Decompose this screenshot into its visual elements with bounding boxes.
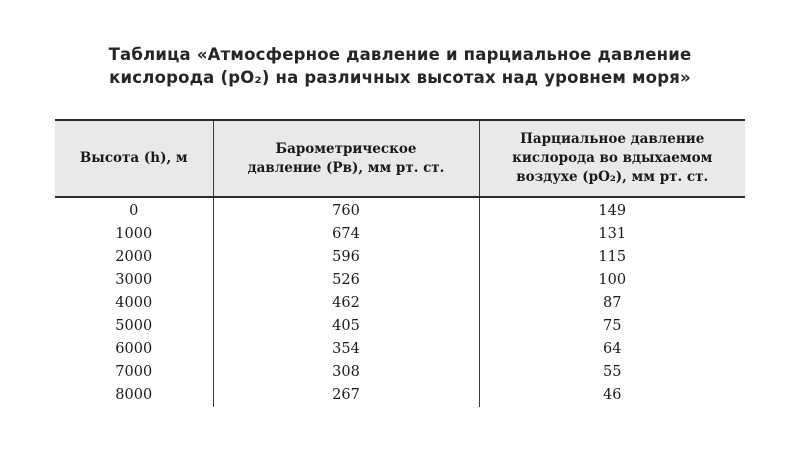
table-row — [55, 292, 745, 315]
cell-barometric-pressure: 267 — [213, 384, 479, 407]
cell-barometric-pressure: 354 — [213, 338, 479, 361]
cell-oxygen-partial-pressure: 55 — [479, 361, 745, 384]
cell-altitude: 5000 — [115, 318, 153, 334]
table-row — [55, 338, 745, 361]
cell-barometric-pressure: 674 — [213, 223, 479, 246]
cell-barometric-pressure: 596 — [213, 246, 479, 269]
table-row — [55, 315, 745, 338]
cell-oxygen-partial-pressure: 115 — [479, 246, 745, 269]
cell-oxygen-partial-pressure: 87 — [479, 292, 745, 315]
cell-altitude: 7000 — [115, 364, 153, 380]
table-header — [55, 120, 745, 197]
cell-altitude: 1000 — [115, 226, 153, 242]
cell-altitude: 8000 — [115, 387, 153, 403]
header-line: кислорода во вдыхаемом — [512, 150, 713, 166]
table-body — [55, 197, 745, 407]
cell-altitude: 2000 — [115, 249, 153, 265]
cell-altitude: 6000 — [115, 341, 153, 357]
cell-altitude: 4000 — [115, 295, 153, 311]
header-line: Высота (h), м — [79, 150, 188, 166]
cell-oxygen-partial-pressure: 46 — [479, 384, 745, 407]
cell-altitude: 3000 — [115, 272, 153, 288]
cell-oxygen-partial-pressure: 100 — [479, 269, 745, 292]
header-barometric-pressure — [213, 120, 479, 197]
table-row — [55, 246, 745, 269]
altitude-pressure-table — [55, 119, 745, 407]
title-line-2: кислорода (рО₂) на различных высотах над уровнем моря» — [109, 68, 691, 87]
cell-oxygen-partial-pressure: 149 — [479, 197, 745, 223]
header-line: воздухе (рO₂), мм рт. ст. — [516, 169, 709, 185]
cell-barometric-pressure: 308 — [213, 361, 479, 384]
table-row — [55, 223, 745, 246]
cell-altitude: 0 — [129, 203, 139, 219]
cell-barometric-pressure: 462 — [213, 292, 479, 315]
table-header-row — [55, 120, 745, 197]
table-row — [55, 269, 745, 292]
cell-barometric-pressure: 405 — [213, 315, 479, 338]
cell-oxygen-partial-pressure: 75 — [479, 315, 745, 338]
cell-oxygen-partial-pressure: 131 — [479, 223, 745, 246]
header-altitude — [55, 120, 213, 197]
cell-barometric-pressure: 760 — [213, 197, 479, 223]
table-row — [55, 197, 745, 223]
table-row — [55, 361, 745, 384]
header-oxygen-partial-pressure — [479, 120, 745, 197]
header-line: Парциальное давление — [520, 131, 705, 147]
slide-title — [40, 43, 760, 89]
header-line: Барометрическое — [275, 140, 417, 157]
data-table-container — [55, 119, 745, 407]
header-line: давление (Рв), мм рт. ст. — [247, 159, 445, 176]
table-row — [55, 384, 745, 407]
title-line-1: Таблица «Атмосферное давление и парциальное давление — [108, 45, 692, 64]
cell-barometric-pressure: 526 — [213, 269, 479, 292]
cell-oxygen-partial-pressure: 64 — [479, 338, 745, 361]
